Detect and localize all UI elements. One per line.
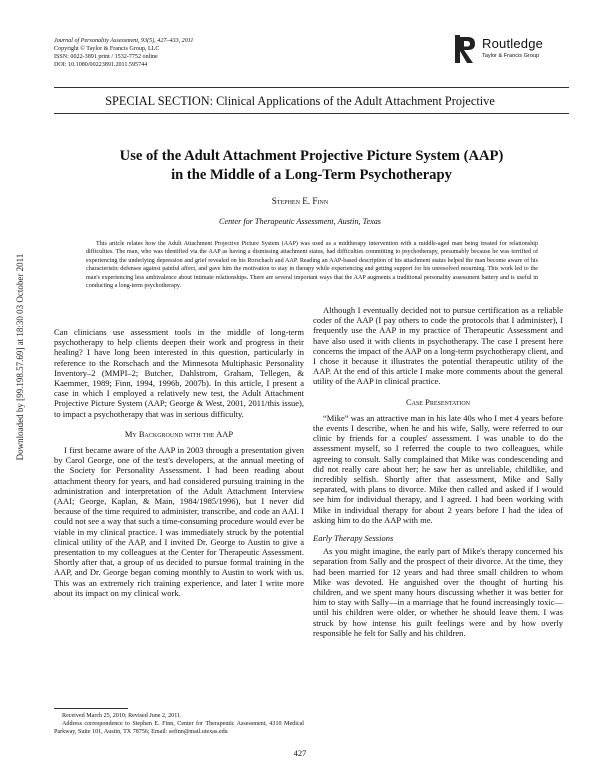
doi-line: DOI: 10.1080/00223891.2011.595744: [54, 62, 148, 69]
received-dates: Received March 25, 2010; Revised June 2, 2011.: [62, 713, 182, 719]
left-column: [54, 327, 304, 598]
subheading-early-sessions: Early Therapy Sessions: [313, 533, 394, 544]
journal-citation: Journal of Personality Assessment, 93(5), 427–433, 2011: [54, 38, 194, 44]
publisher-name: Routledge: [482, 36, 544, 51]
author-name: Stephen E. Finn: [271, 196, 329, 206]
title-line-1: Use of the Adult Attachment Projective Picture System (AAP): [119, 148, 504, 164]
section-heading: SPECIAL SECTION: Clinical Applications of the Adult Attachment Projective: [105, 94, 495, 108]
background-paragraph: I first became aware of the AAP in 2003 through a presentation given by Carol George, one of the test's developers, at the annual meeting of the Society for Personality Assessment. I had been reading about attachment theory for years, and had considered pursuing training in the administration and interpretation of the Adult Attachment Interview (AAI; George, Kaplan, & Main, 1984/1985/1996), but I never did because of the time required to administer, transcribe, and code an AAI. I could not see a way that such a time-consuming procedure would ever be viable in my clinical practice. I was immediately struck by the potential clinical utility of the AAP, and I invited Dr. George to Austin to give a presentation to my colleagues at the Center for Therapeutic Assessment. Shortly after that, a group of us decided to pursue formal training in the AAP, and Dr. George began coming monthly to Austin to work with us. This was an extremely rich training experience, and later I write more about its impact on my clinical work.: [54, 445, 304, 598]
article-title: [54, 147, 569, 185]
author-affiliation: Center for Therapeutic Assessment, Austin, Texas: [218, 217, 381, 226]
early-sessions-paragraph: As you might imagine, the early part of Mike's therapy concerned his separation from Sally and the prospect of their divorce. At the time, they had been married for 12 years and had three small children to whom Mike was devoted. He anguished over the thought of hurting his children, and we spent many hours discussing whether it was better for him to stay with Sally—in a marriage that he found increasingly toxic—until his children were older, or whether he should leave them. I was struck by how intense his guilt feelings were and by how overly responsible he felt for Sally and his children.: [313, 546, 563, 638]
footnote-rule: [54, 708, 128, 709]
section-heading-case: Case Presentation: [405, 396, 471, 407]
case-paragraph: “Mike” was an attractive man in his late 40s who I met 4 years before the events I describe, when he and his wife, Sally, were referred to our clinic by friends for a couples' assessment. I was unable to do the assessment myself, so I referred the couple to two colleagues, while agreeing to consult. Sally complained that Mike was condescending and did not really care about her; he saw her as unreliable, childlike, and incredibly selfish. Shortly after that assessment, Mike and Sally separated, with plans to divorce. Mike then called and asked if I would see him for individual therapy, and I agreed. I had been working with Mike in individual therapy for about 2 years before I had the idea of asking him to do the AAP with me.: [313, 412, 563, 525]
section-heading-background: My Background with the AAP: [124, 428, 234, 439]
routledge-logo-icon: [454, 34, 478, 64]
correspondence-address: Address correspondence to Stephen E. Finn, Center for Therapeutic Assessment, 4310 Medical Parkway, Suite 101, Austin, TX 78756; Email: sefinn@mail.utexas.edu: [54, 721, 304, 736]
section-rule: [54, 113, 569, 114]
download-watermark: Downloaded by [99.198.57.69] at 18:30 03 October 2011: [15, 253, 25, 461]
footnote: [54, 712, 304, 736]
right-column: [313, 305, 563, 638]
intro-paragraph: Can clinicians use assessment tools in the middle of long-term psychotherapy to help clients deepen their work and progress in their healing? I have long been interested in this question, particularly in reference to the Rorschach and the Minnesota Multiphasic Personality Inventory–2 (MMPI–2; Butcher, Dahlstrom, Graham, Tellegen, & Kaemmer, 1989; Finn, 1994, 1996b, 2007b). In this article, I present a case in which I employed a relatively new test, the Adult Attachment Projective Picture System (AAP; George & West, 2001, 2011/this issue), to impact a psychotherapy that was in serious difficulty.: [54, 327, 304, 419]
certification-paragraph: Although I eventually decided not to pursue certification as a reliable coder of the AAP (I pay others to code the protocols that I administer), I frequently use the AAP in my practice of Therapeutic Assessment and have also used it with clients in psychotherapy. The case I present here concerns the impact of the AAP on a long-term psychotherapy client, and I chose it because it illustrates the potential therapeutic utility of the AAP. At the end of this article I make more comments about the general utility of the AAP in clinical practice.: [313, 305, 563, 387]
copyright-line: Copyright © Taylor & Francis Group, LLC: [54, 46, 160, 53]
publisher-subtitle: Taylor & Francis Group: [482, 53, 540, 59]
title-line-2: in the Middle of a Long-Term Psychotherapy: [171, 167, 452, 183]
abstract: This article relates how the Adult Attachment Projective Picture System (AAP) was used as a midtherapy intervention with a middle-aged man being treated for relationship difficulties. The man, who was identified via the AAP as having a dismissing attachment status, had difficulties committing to psychotherapy, presumably because he was terrified of experiencing the underlying depression and grief revealed on his Rorschach and AAP. Reading an AAP-based description of his attachment status helped the man become aware of his characteristic defenses against painful affect, and gave him the motivation to stay in therapy while experiencing and getting support for his unresolved mourning. This work led to the man's experiencing less ambivalence about intimate relationships. There are several important ways that the AAP augments a traditional personality assessment battery and is useful in conducting a long-term psychotherapy.: [86, 241, 538, 290]
page-number: 427: [293, 748, 307, 758]
top-rule: [54, 87, 569, 88]
journal-meta: [54, 37, 193, 69]
publisher-logo: [454, 34, 574, 66]
issn-line: ISSN: 0022-3891 print / 1532-7752 online: [54, 54, 158, 61]
